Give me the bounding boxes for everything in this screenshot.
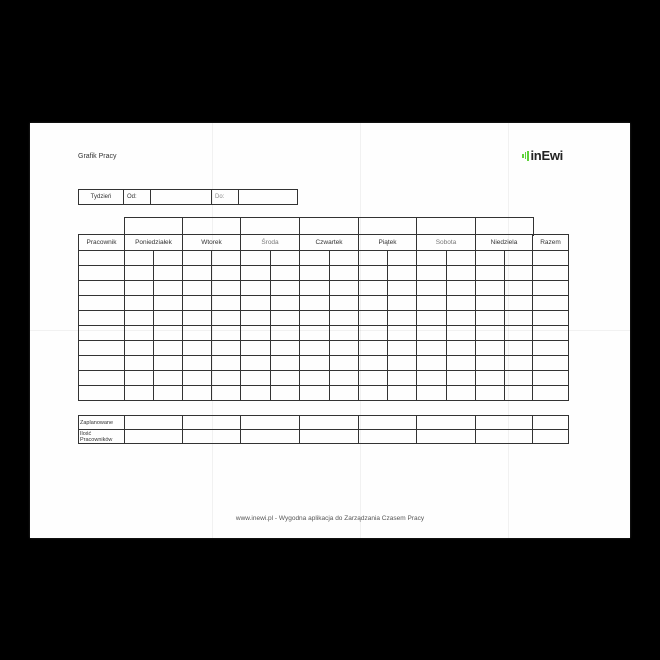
planned-label: Zaplanowane [79, 416, 125, 430]
summary-table [78, 415, 569, 444]
table-row [79, 251, 569, 266]
table-row [79, 266, 569, 281]
table-row [79, 356, 569, 371]
column-header-saturday: Sobota [417, 235, 476, 251]
column-header-employee: Pracownik [79, 235, 125, 251]
to-field[interactable] [239, 190, 298, 205]
column-header-wednesday: Środa [241, 235, 300, 251]
table-row [79, 326, 569, 341]
column-header-total: Razem [533, 235, 569, 251]
column-header-tuesday: Wtorek [183, 235, 241, 251]
table-header-row [79, 235, 569, 251]
table-row [79, 341, 569, 356]
table-row [79, 371, 569, 386]
schedule-table [78, 234, 569, 401]
column-header-sunday: Niedziela [476, 235, 533, 251]
table-row [79, 386, 569, 401]
from-field[interactable] [151, 190, 212, 205]
summary-row-planned [79, 416, 569, 430]
week-label: Tydzień [79, 190, 124, 205]
summary-row-count [79, 430, 569, 444]
footer-text: www.inewi.pl - Wygodna aplikacja do Zarządzania Czasem Pracy [235, 515, 425, 522]
from-label: Od: [124, 190, 151, 205]
day-header-top [124, 217, 532, 235]
logo-text: inEwi [530, 148, 563, 163]
to-label: Do: [212, 190, 239, 205]
document-title: Grafik Pracy [78, 153, 117, 160]
table-row [79, 281, 569, 296]
employee-count-label-line2: Pracowników [80, 436, 113, 443]
column-header-monday: Poniedziałek [125, 235, 183, 251]
table-row [79, 311, 569, 326]
schedule-sheet [30, 123, 630, 538]
employee-count-label [79, 430, 125, 444]
week-range-table [78, 189, 298, 205]
column-header-friday: Piątek [359, 235, 417, 251]
table-row [79, 296, 569, 311]
signal-icon [522, 151, 529, 161]
column-header-thursday: Czwartek [300, 235, 359, 251]
inewi-logo [522, 148, 563, 163]
employee-count-label-line1: Ilość [80, 430, 92, 437]
